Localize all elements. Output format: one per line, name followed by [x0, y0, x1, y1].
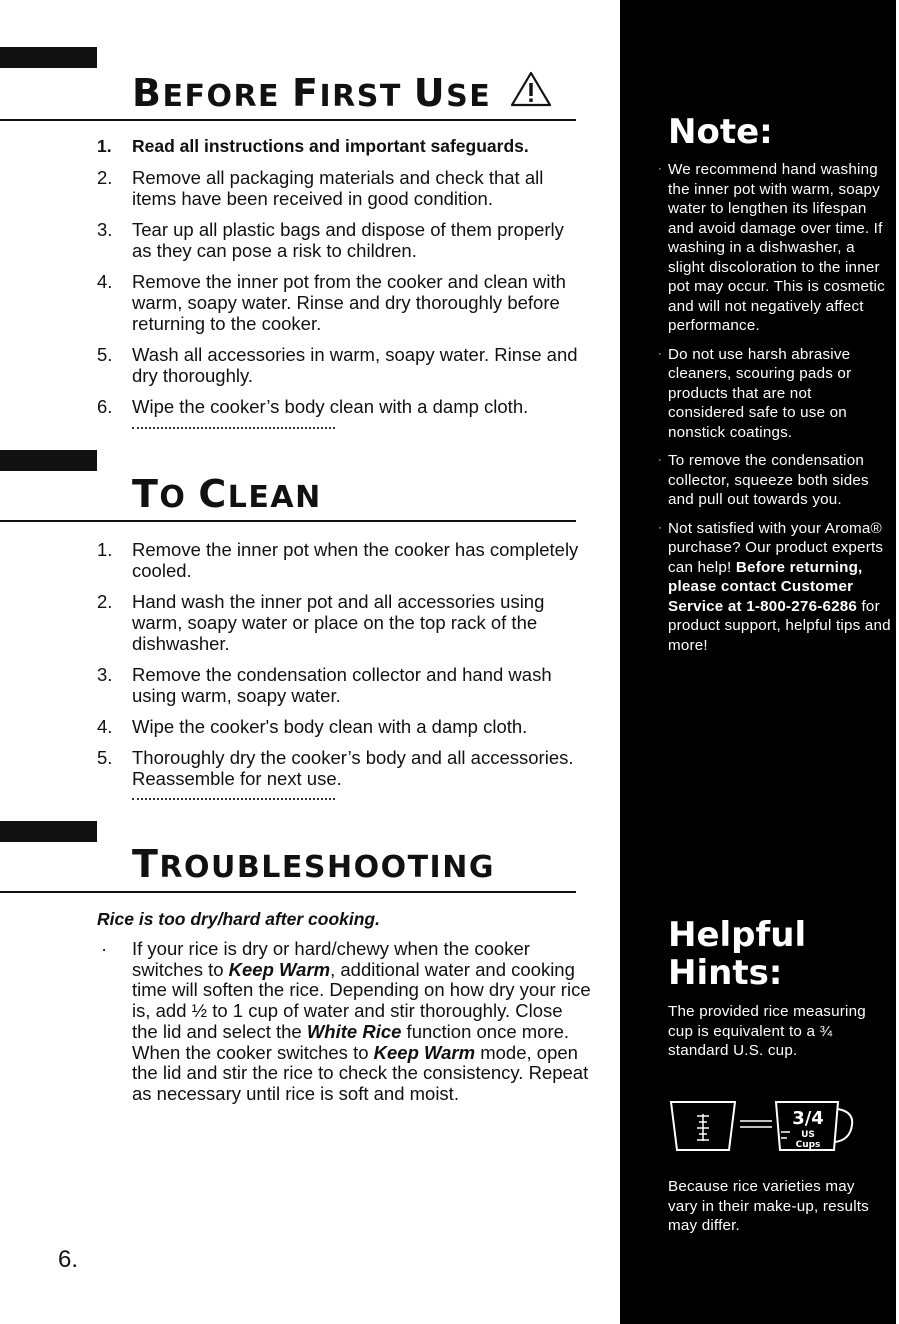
us-measuring-cup-icon: [776, 1102, 852, 1150]
list-item: · Not satisfied with your Aroma® purchase? Our product experts can help! Before returning, please contact Customer Service at 1-800-276-6286 for product support, helpful tips and more!: [658, 519, 891, 654]
cup-us-label: US: [801, 1130, 815, 1140]
list-item: · We recommend hand washing the inner pot with warm, soapy water to lengthen its lifespan and avoid damage over time. If washing in a dishwasher, a slight discoloration to the inner pot may occur. This is cosmetic and will not negatively affect performance.: [658, 161, 885, 334]
list-item: 4. Remove the inner pot from the cooker and clean with warm, soapy water. Rinse and dry thoroughly before returning to the cooker.: [97, 271, 566, 334]
equals-icon: [740, 1121, 772, 1127]
before-first-use-steps: [97, 136, 587, 427]
heading-troubleshooting: TROUBLESHOOTING: [132, 842, 495, 886]
heading-before-first-use: BEFORE FIRST USE: [132, 70, 553, 115]
list-item: 3. Tear up all plastic bags and dispose of them properly as they can pose a risk to children.: [97, 219, 564, 261]
list-item: 2. Remove all packaging materials and check that all items have been received in good condition.: [97, 167, 544, 209]
list-item: 5. Thoroughly dry the cooker’s body and all accessories. Reassemble for next use.: [97, 747, 574, 789]
cup-cups-label: Cups: [795, 1140, 821, 1150]
hint-cup-text: The provided rice measuring cup is equivalent to a ¾ standard U.S. cup.: [668, 1003, 866, 1059]
section-tab-before-first-use: [0, 47, 97, 68]
list-item: 4. Wipe the cooker's body clean with a damp cloth.: [97, 716, 528, 737]
dotted-divider: [132, 798, 335, 800]
section-rule: [0, 520, 576, 522]
to-clean-steps: [97, 539, 587, 799]
measuring-cup-illustration: [668, 1094, 858, 1154]
sidebar-panel: [620, 0, 896, 1324]
rice-cup-icon: [671, 1102, 735, 1150]
hint-rice-varieties-text: Because rice varieties may vary in their make-up, results may differ.: [668, 1178, 869, 1234]
troubleshooting-solution: · If your rice is dry or hard/chewy when the cooker switches to Keep Warm, additional water and cooking time will soften the rice. Depending on how dry your rice is, add ½ to 1 cup of water and stir thoroughly. Close the lid and select the White Rice function once more. When the cooker switches to Keep Warm mode, open the lid and stir the rice to check the consistency. Repeat as necessary until rice is soft and moist.: [101, 938, 591, 1104]
page-number: 6.: [58, 1246, 79, 1273]
troubleshooting-issue: Rice is too dry/hard after cooking.: [97, 909, 380, 929]
list-item: 3. Remove the condensation collector and hand wash using warm, soapy water.: [97, 664, 552, 706]
cup-fraction-label: 3/4: [792, 1108, 824, 1129]
heading-to-clean: TO CLEAN: [132, 472, 322, 516]
section-rule: [0, 891, 576, 893]
note-list: [658, 160, 892, 664]
list-item: 1. Read all instructions and important safeguards.: [97, 136, 529, 156]
dotted-divider: [132, 427, 335, 429]
warning-icon: [509, 70, 553, 108]
section-rule: [0, 119, 576, 121]
list-item: · To remove the condensation collector, squeeze both sides and pull out towards you.: [658, 452, 869, 508]
list-item: 2. Hand wash the inner pot and all accessories using warm, soapy water or place on the top rack of the dishwasher.: [97, 591, 545, 654]
list-item: 6. Wipe the cooker’s body clean with a damp cloth.: [97, 396, 529, 417]
note-title: Note:: [668, 112, 773, 152]
list-item: 1. Remove the inner pot when the cooker has completely cooled.: [97, 539, 579, 581]
list-item: · Do not use harsh abrasive cleaners, scouring pads or products that are not considered safe to use on nonstick coatings.: [658, 345, 852, 441]
helpful-hints-title: Helpful Hints:: [668, 915, 807, 993]
list-item: 5. Wash all accessories in warm, soapy water. Rinse and dry thoroughly.: [97, 344, 578, 386]
section-tab-troubleshooting: [0, 821, 97, 842]
section-tab-to-clean: [0, 450, 97, 471]
